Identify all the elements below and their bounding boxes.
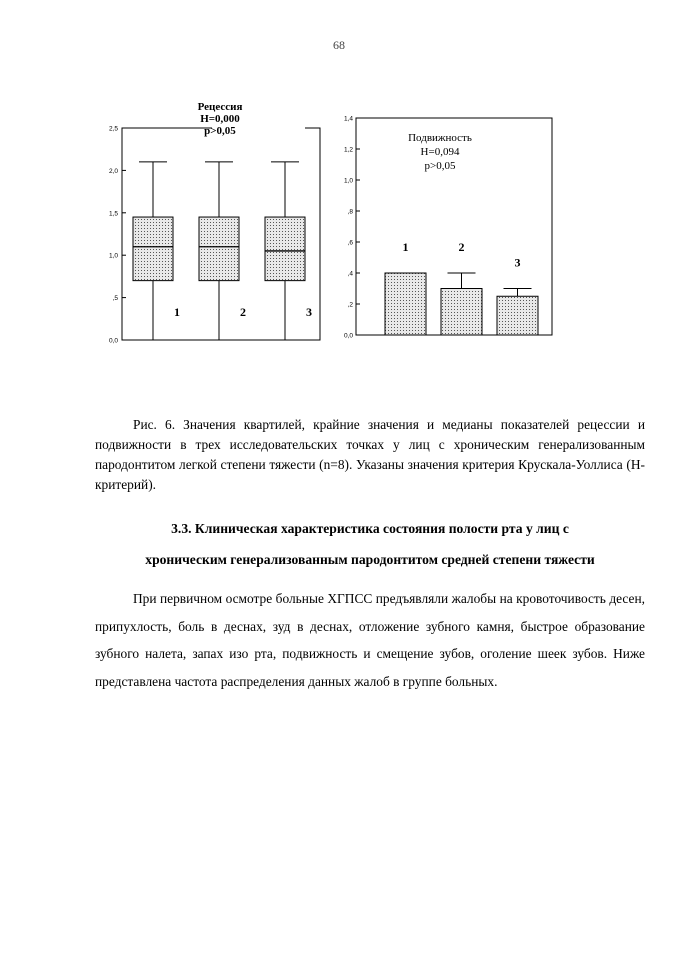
y-tick-label: ,2 xyxy=(347,301,353,309)
chart-title-line: p>0,05 xyxy=(204,125,236,137)
section-heading-line-2: хроническим генерализованным пародонтитом средней степени тяжести xyxy=(145,552,595,567)
y-tick-label: 1,0 xyxy=(343,177,353,185)
chart-title-line: H=0,000 xyxy=(200,113,240,125)
mobility-bar-svg xyxy=(330,110,570,350)
recession-boxplot-chart xyxy=(80,95,340,350)
chart-title-line: H=0,094 xyxy=(420,146,460,158)
y-tick-label: 2,0 xyxy=(108,167,118,175)
section-heading-line-1: 3.3. Клиническая характеристика состояния полости рта у лиц с xyxy=(171,521,569,536)
chart-title-line: Подвижность xyxy=(408,132,472,144)
y-tick-label: 1,2 xyxy=(343,146,353,154)
chart-title-line: p>0,05 xyxy=(424,160,456,172)
figure-caption xyxy=(95,415,645,495)
bar-category-label: 1 xyxy=(402,240,409,254)
bar xyxy=(497,296,538,335)
y-tick-label: ,8 xyxy=(347,208,353,216)
box-iqr xyxy=(265,217,305,281)
group-label: 3 xyxy=(306,304,312,319)
recession-boxplot-svg xyxy=(80,95,340,350)
box-iqr xyxy=(199,217,239,281)
body-paragraph xyxy=(95,585,645,695)
section-heading xyxy=(95,513,645,575)
group-label: 2 xyxy=(240,304,246,319)
y-tick-label: 1,0 xyxy=(108,252,118,260)
y-tick-label: ,6 xyxy=(347,239,353,247)
y-tick-label: 0,0 xyxy=(108,337,118,345)
chart-title-line: Рецессия xyxy=(197,101,243,113)
mobility-bar-chart xyxy=(330,110,570,350)
y-tick-label: 1,5 xyxy=(108,210,118,218)
y-tick-label: 0,0 xyxy=(343,332,353,340)
bar xyxy=(385,273,426,335)
y-tick-label: ,4 xyxy=(347,270,353,278)
box-iqr xyxy=(133,217,173,281)
body-paragraph-text: При первичном осмотре больные ХГПСС предъявляли жалобы на кровоточивость десен, припухлость, боль в деснах, зуд в деснах, отложение зубного камня, быстрое образование зубного налета, запах изо рта, подвижность и смещение зубов, оголение шеек зубов. Ниже представлена частота распределения данных жалоб в группе больных. xyxy=(95,591,645,689)
group-label: 1 xyxy=(174,304,180,319)
bar-category-label: 2 xyxy=(458,240,465,254)
y-tick-label: ,5 xyxy=(112,295,118,303)
figure-caption-text: Рис. 6. Значения квартилей, крайние значения и медианы показателей рецессии и подвижности в трех исследовательских точках у лиц с хроническим генерализованным пародонтитом легкой степени тяжести (n=8). Указаны значения критерия Крускала-Уоллиса (Н-критерий). xyxy=(95,417,645,492)
y-tick-label: 1,4 xyxy=(343,115,353,123)
bar-category-label: 3 xyxy=(514,255,521,270)
bar xyxy=(441,289,482,336)
y-tick-label: 2,5 xyxy=(108,125,118,133)
page-number: 68 xyxy=(333,38,345,52)
